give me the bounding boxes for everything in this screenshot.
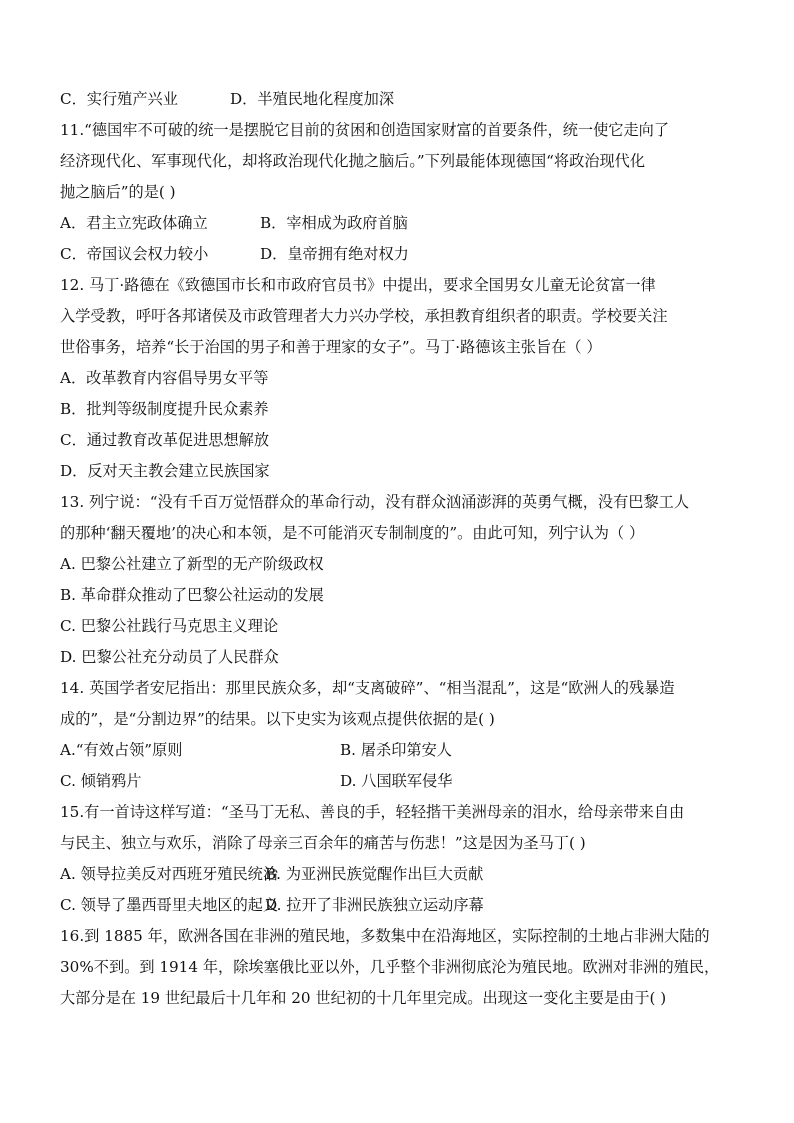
q13-option-c: C. 巴黎公社践行马克思主义理论	[60, 617, 279, 635]
q14-stem-line: 14. 英国学者安尼指出：那里民族众多，却“支离破碎”、“相当混乱”，这是“欧洲人的残暴造	[60, 679, 675, 697]
q15-options-row-ab	[60, 863, 736, 894]
question-11	[60, 119, 736, 274]
q14-option-b: B. 屠杀印第安人	[340, 741, 452, 759]
q13-stem-line: 13. 列宁说：“没有千百万觉悟群众的革命行动，没有群众汹涌澎湃的英勇气概，没有巴黎工人	[60, 493, 690, 511]
q10-option-c: C．实行殖产兴业	[60, 90, 178, 108]
question-13	[60, 491, 736, 677]
q11-option-c: C．帝国议会权力较小	[60, 245, 209, 263]
q12-stem-line: 世俗事务，培养“长于治国的男子和善于理家的女子”。马丁·路德该主张旨在（ ）	[60, 338, 602, 356]
q10-option-d: D．半殖民地化程度加深	[230, 90, 395, 108]
exam-page	[60, 88, 736, 1018]
q14-option-a: A.“有效占领”原则	[60, 741, 183, 759]
q13-option-a: A. 巴黎公社建立了新型的无产阶级政权	[60, 555, 324, 573]
q14-options-row-ab	[60, 739, 736, 770]
question-16	[60, 925, 736, 1018]
q11-option-d: D．皇帝拥有绝对权力	[260, 245, 409, 263]
q15-option-d: D. 拉开了非洲民族独立运动序幕	[265, 896, 484, 914]
q11-options-row-cd	[60, 243, 736, 274]
q11-stem-line: 抛之脑后”的是( )	[60, 183, 176, 201]
q15-stem-line: 15.有一首诗这样写道：“圣马丁无私、善良的手，轻轻揩干美洲母亲的泪水，给母亲带来自由	[60, 803, 685, 821]
q12-option-b: B．批判等级制度提升民众素养	[60, 400, 269, 418]
q15-option-c: C. 领导了墨西哥里夫地区的起义	[60, 896, 279, 914]
q12-stem-line: 入学受教，呼吁各邦诸侯及市政管理者大力兴办学校，承担教育组织者的职责。学校要关注	[60, 307, 668, 325]
q15-stem-line: 与民主、独立与欢乐，消除了母亲三百余年的痛苦与伤悲！”这是因为圣马丁( )	[60, 834, 586, 852]
q11-stem-line: 经济现代化、军事现代化，却将政治现代化抛之脑后。”下列最能体现德国“将政治现代化	[60, 152, 646, 170]
question-12	[60, 274, 736, 491]
q16-stem-line: 30%不到。到 1914 年，除埃塞俄比亚以外，几乎整个非洲彻底沦为殖民地。欧洲对非洲的殖民，	[60, 958, 720, 976]
q16-stem-line: 大部分是在 19 世纪最后十几年和 20 世纪初的十几年里完成。出现这一变化主要是由于( )	[60, 989, 667, 1007]
q14-options-row-cd	[60, 770, 736, 801]
question-15	[60, 801, 736, 925]
q14-option-d: D. 八国联军侵华	[340, 772, 453, 790]
q12-option-d: D．反对天主教会建立民族国家	[60, 462, 270, 480]
q15-option-a: A. 领导拉美反对西班牙殖民统治	[60, 865, 279, 883]
q14-option-c: C. 倾销鸦片	[60, 772, 142, 790]
question-14	[60, 677, 736, 801]
q11-stem-line: 11.“德国牢不可破的统一是摆脱它目前的贫困和创造国家财富的首要条件，统一使它走向了	[60, 121, 670, 139]
q16-stem-line: 16.到 1885 年，欧洲各国在非洲的殖民地，多数集中在沿海地区，实际控制的土地占非洲大陆的	[60, 927, 710, 945]
q11-option-b: B．宰相成为政府首脑	[260, 214, 408, 232]
q14-stem-line: 成的”，是“分割边界”的结果。以下史实为该观点提供依据的是( )	[60, 710, 495, 728]
q15-option-b: B. 为亚洲民族觉醒作出巨大贡献	[265, 865, 484, 883]
q12-option-c: C．通过教育改革促进思想解放	[60, 431, 270, 449]
q13-option-d: D. 巴黎公社充分动员了人民群众	[60, 648, 279, 666]
q13-option-b: B. 革命群众推动了巴黎公社运动的发展	[60, 586, 324, 604]
q11-options-row-ab	[60, 212, 736, 243]
q10-options-row-cd	[60, 88, 736, 119]
q12-option-a: A．改革教育内容倡导男女平等	[60, 369, 269, 387]
q12-stem-line: 12. 马丁·路德在《致德国市长和市政府官员书》中提出，要求全国男女儿童无论贫富一律	[60, 276, 656, 294]
q11-option-a: A．君主立宪政体确立	[60, 214, 208, 232]
q13-stem-line: 的那种‘翻天覆地’的决心和本领，是不可能消灭专制制度的”。由此可知，列宁认为（ ）	[60, 524, 645, 542]
q15-options-row-cd	[60, 894, 736, 925]
